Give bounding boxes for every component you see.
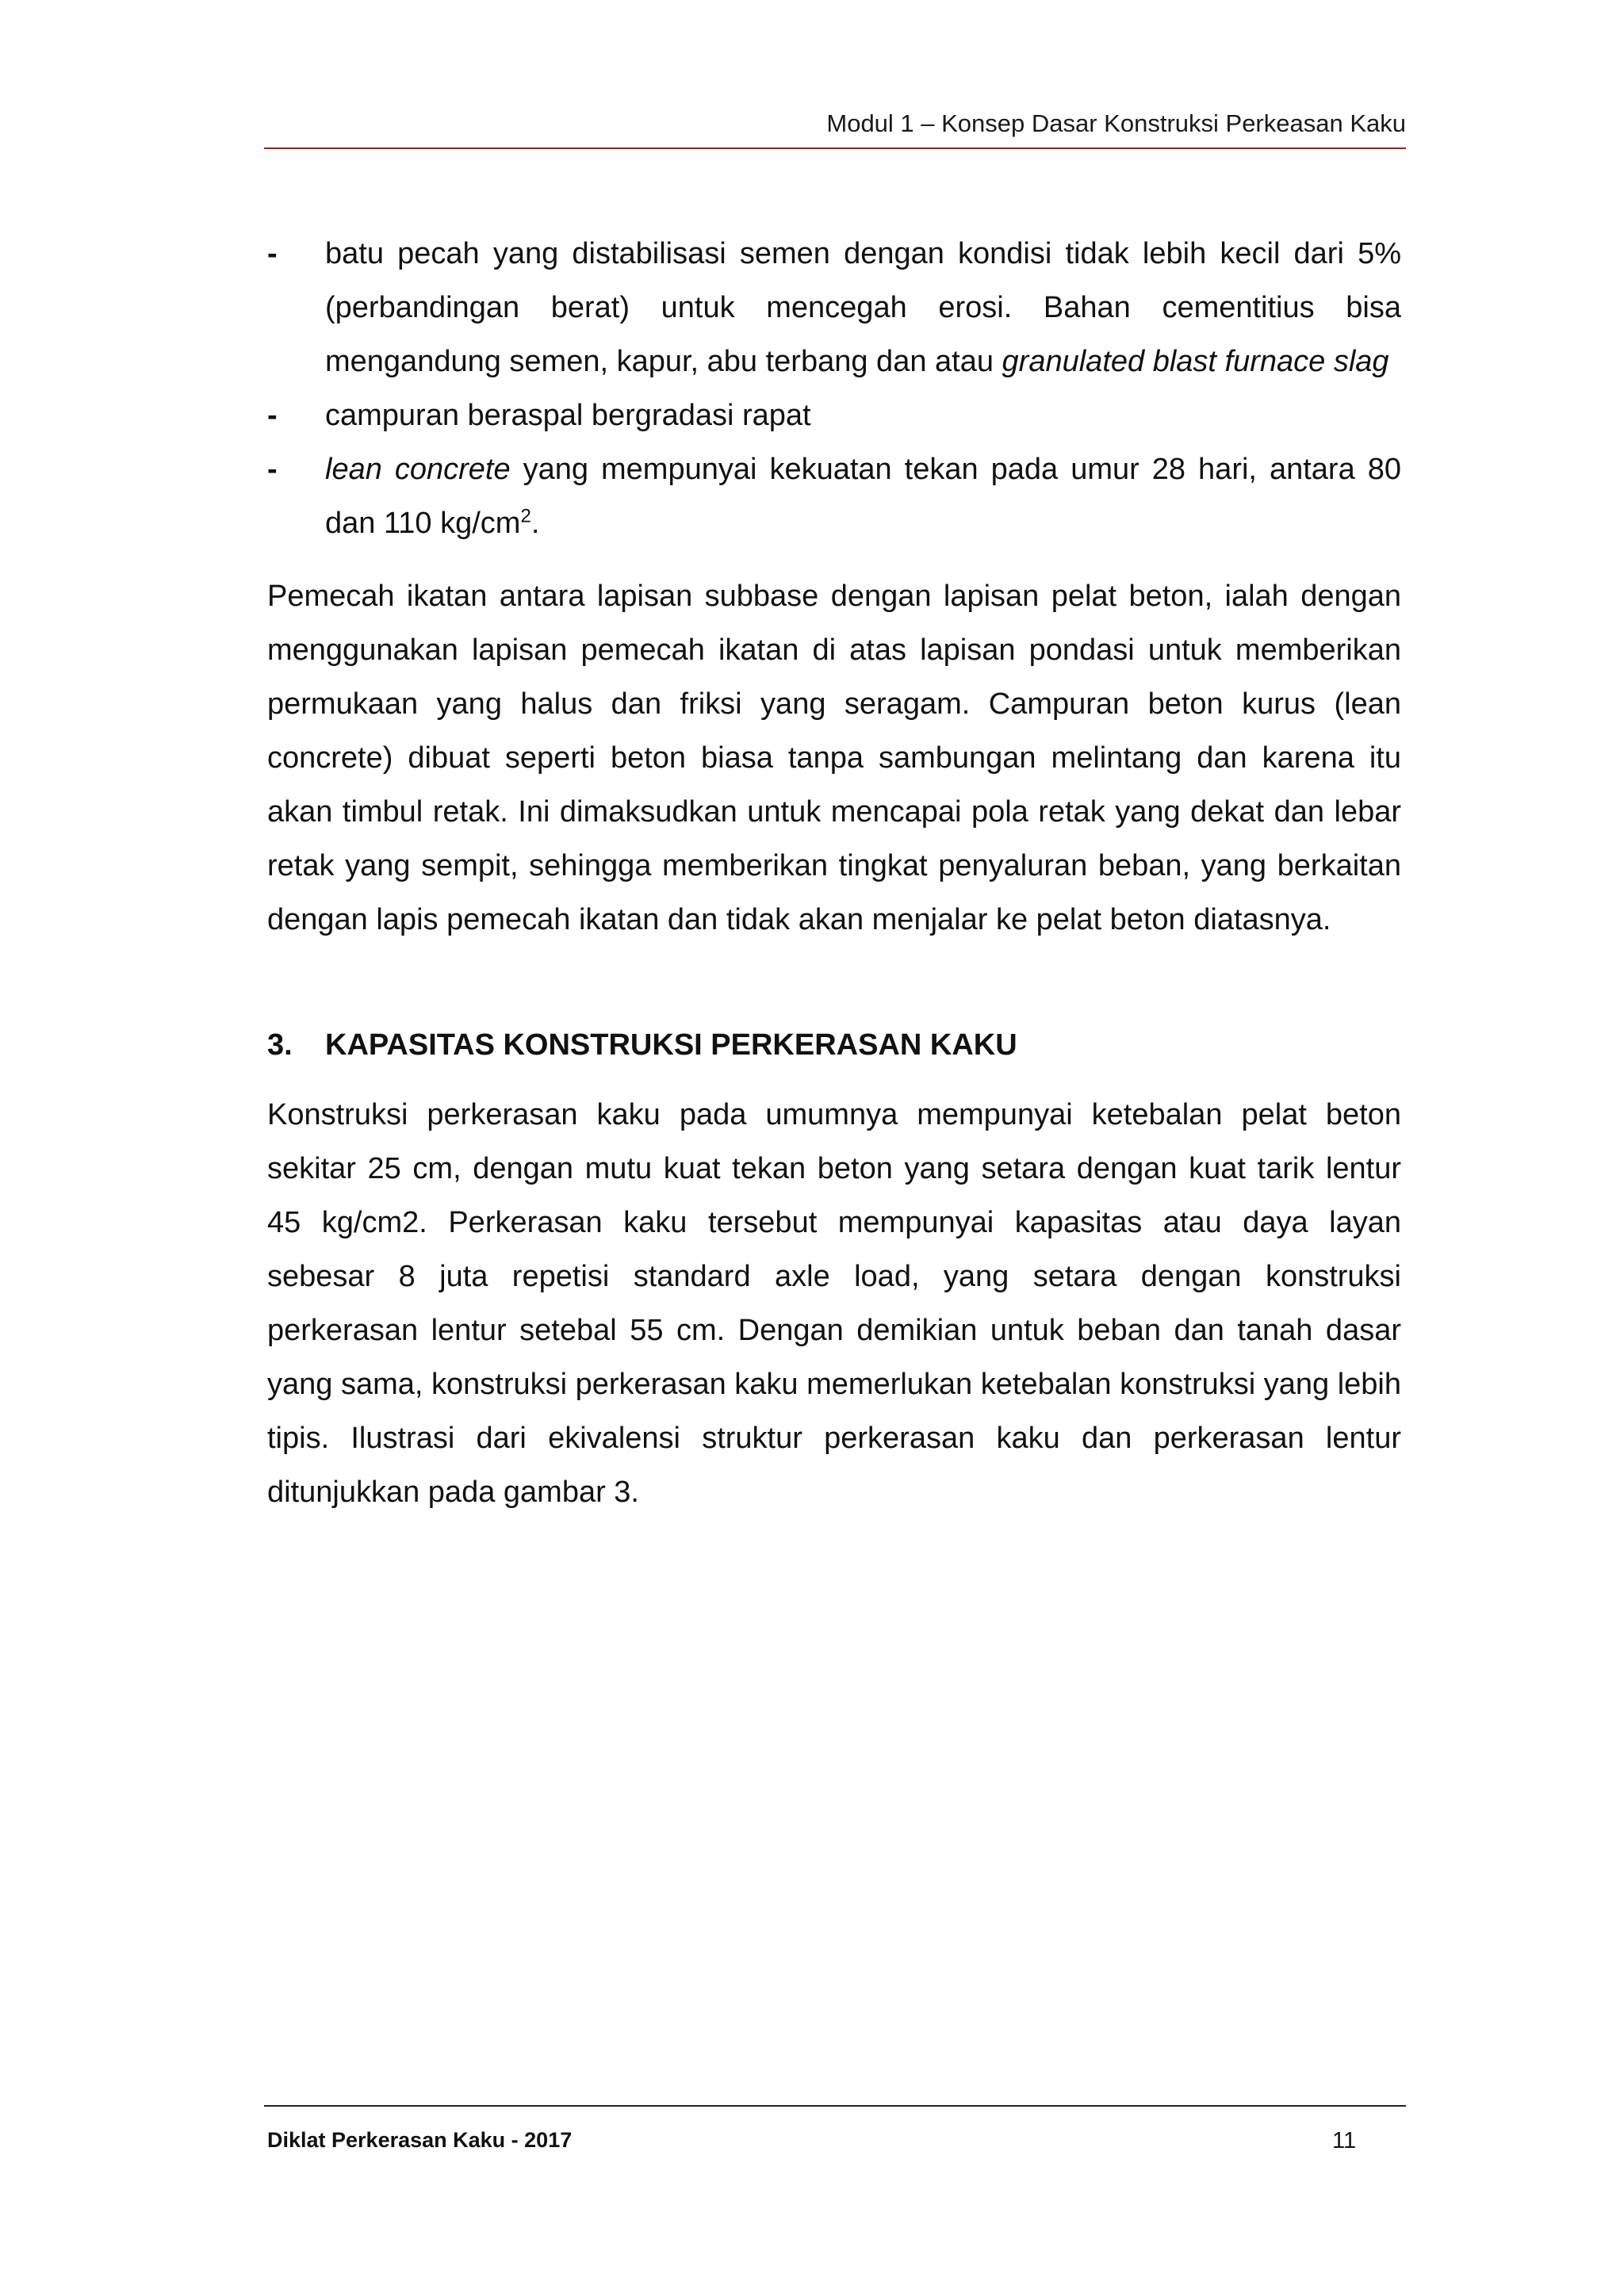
- bullet-dash: -: [267, 237, 278, 270]
- running-header: Modul 1 – Konsep Dasar Konstruksi Perkeasan Kaku: [826, 109, 1406, 137]
- section-paragraph: Konstruksi perkerasan kaku pada umumnya mempunyai ketebalan pelat beton sekitar 25 cm, dengan mutu kuat tekan beton yang setara dengan kuat tarik lentur 45 kg/cm2. Perkerasan kaku tersebut mempunyai kapasitas atau daya layan sebesar 8 juta repetisi standard axle load, yang setara dengan konstruksi perkerasan lentur setebal 55 cm. Dengan demikian untuk beban dan tanah dasar yang sama, konstruksi perkerasan kaku memerlukan ketebalan konstruksi yang lebih tipis. Ilustrasi dari ekivalensi struktur perkerasan kaku dan perkerasan lentur ditunjukkan pada gambar 3.: [267, 1098, 1401, 1509]
- bullet-text-italic: lean concrete: [325, 453, 511, 486]
- list-item: [267, 442, 1401, 550]
- list-item: [267, 227, 1401, 389]
- bullet-dash: -: [267, 399, 278, 432]
- superscript: 2: [520, 505, 531, 527]
- section-title: KAPASITAS KONSTRUKSI PERKERASAN KAKU: [325, 1028, 1017, 1062]
- bullet-text-end: .: [530, 507, 540, 540]
- bullet-text: batu pecah yang distabilisasi semen dengan kondisi tidak lebih kecil dari 5% (perbandingan berat) untuk mencegah erosi. Bahan cementitius bisa mengandung semen, kapur, abu terbang dan atau: [325, 237, 1401, 378]
- footer-rule: [264, 2105, 1406, 2107]
- footer-title: Diklat Perkerasan Kaku - 2017: [267, 2128, 573, 2152]
- section-number: 3.: [267, 1028, 293, 1062]
- bullet-text: campuran beraspal bergradasi rapat: [325, 399, 811, 432]
- paragraph-body: Pemecah ikatan antara lapisan subbase dengan lapisan pelat beton, ialah dengan menggunakan lapisan pemecah ikatan di atas lapisan pondasi untuk memberikan permukaan yang halus dan friksi yang seragam. Campuran beton kurus (lean concrete) dibuat seperti beton biasa tanpa sambungan melintang dan karena itu akan timbul retak. Ini dimaksudkan untuk mencapai pola retak yang dekat dan lebar retak yang sempit, sehingga memberikan tingkat penyaluran beban, yang berkaitan dengan lapis pemecah ikatan dan tidak akan menjalar ke pelat beton diatasnya.: [267, 580, 1401, 936]
- bullet-list: [267, 227, 1401, 550]
- bullet-dash: -: [267, 453, 278, 486]
- page-body: [267, 227, 1401, 1519]
- page-number: 11: [1332, 2128, 1357, 2153]
- bullet-text-italic: granulated blast furnace slag: [1002, 345, 1389, 378]
- header-rule: [264, 147, 1406, 149]
- list-item: [267, 389, 1401, 442]
- section-heading: [267, 1018, 1401, 1072]
- bullet-text: yang mempunyai kekuatan tekan pada umur 28 hari, antara 80 dan 110 kg/cm: [325, 453, 1401, 540]
